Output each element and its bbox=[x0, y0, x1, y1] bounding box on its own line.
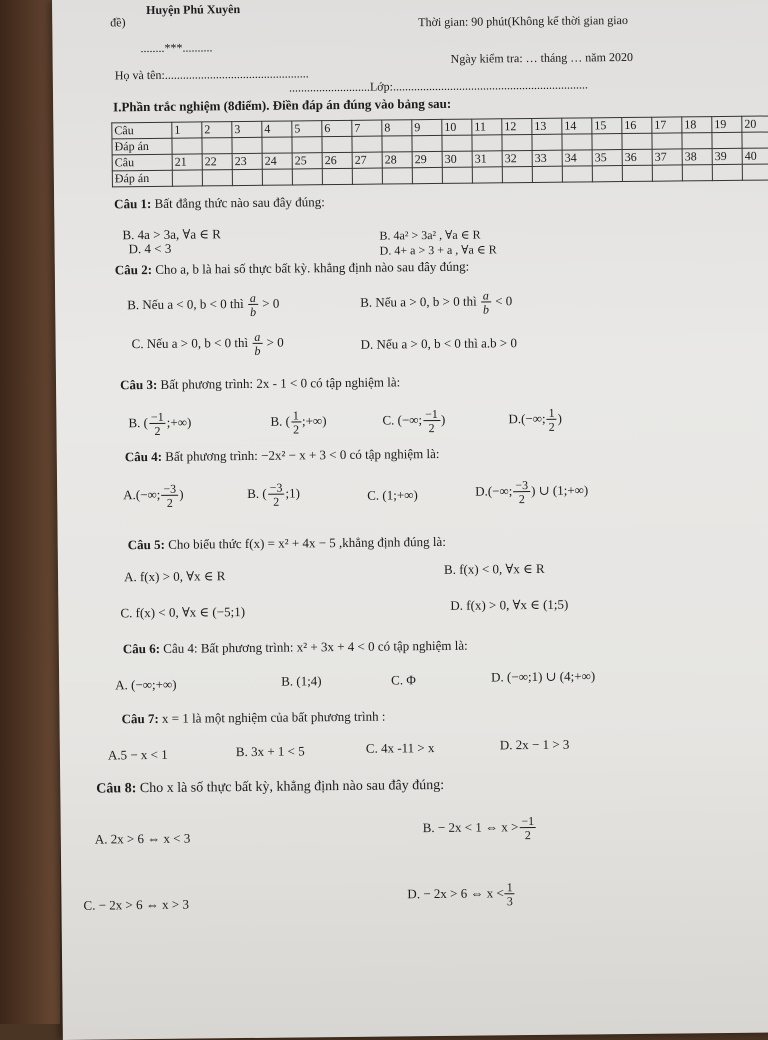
table-cell-label: Câu bbox=[112, 154, 172, 171]
answer-blank[interactable] bbox=[472, 135, 502, 151]
answer-blank[interactable] bbox=[232, 137, 262, 153]
answer-blank[interactable] bbox=[652, 165, 682, 181]
table-cell: 13 bbox=[532, 118, 562, 134]
answer-blank[interactable] bbox=[742, 132, 768, 148]
question-text: Bất phương trình: −2x² − x + 3 < 0 có tập nghiệm là: bbox=[165, 445, 440, 464]
table-cell: 33 bbox=[532, 150, 562, 166]
table-cell: 8 bbox=[382, 120, 412, 136]
q7-option-a: A.5 − x < 1 bbox=[107, 746, 168, 763]
answer-blank[interactable] bbox=[742, 164, 768, 180]
table-cell: 25 bbox=[292, 153, 322, 169]
answer-blank[interactable] bbox=[682, 165, 712, 181]
table-cell: 3 bbox=[232, 121, 262, 137]
table-cell: 10 bbox=[442, 119, 472, 135]
q8-option-a: A. 2x > 6 ⇔ x < 3 bbox=[94, 830, 191, 847]
subject-header-cut bbox=[472, 0, 609, 2]
answer-blank[interactable] bbox=[712, 164, 742, 180]
question-label: Câu 2: bbox=[114, 261, 153, 278]
table-cell: 1 bbox=[172, 122, 202, 138]
question-text: Cho a, b là hai số thực bất kỳ. khẳng định nào sau đây đúng: bbox=[155, 258, 470, 277]
question-label: Câu 8: bbox=[96, 781, 137, 797]
table-cell-label: Đáp án bbox=[112, 138, 172, 155]
table-cell: 30 bbox=[442, 151, 472, 167]
q1-option-b2: B. 4a² > 3a² , ∀a ∈ R bbox=[379, 227, 481, 243]
header-fragment: đề) bbox=[110, 15, 126, 30]
question-text: Cho x là số thực bất kỳ, khẳng định nào sau đây đúng: bbox=[139, 777, 445, 797]
class-line: ...........................Lớp:................................................................. bbox=[288, 77, 589, 95]
table-cell: 32 bbox=[502, 150, 532, 166]
table-cell: 35 bbox=[592, 150, 622, 166]
q5-option-a: A. f(x) > 0, ∀x ∈ R bbox=[123, 568, 226, 585]
answer-blank[interactable] bbox=[352, 168, 382, 184]
answer-blank[interactable] bbox=[172, 138, 202, 154]
question-2 bbox=[115, 259, 470, 279]
answer-blank[interactable] bbox=[412, 167, 442, 183]
answer-blank[interactable] bbox=[622, 133, 652, 149]
table-cell: 27 bbox=[352, 152, 382, 168]
table-cell: 4 bbox=[262, 121, 292, 137]
answer-blank[interactable] bbox=[442, 135, 472, 151]
q4-option-c: C. (1;+∞) bbox=[367, 487, 418, 503]
answer-blank[interactable] bbox=[562, 166, 592, 182]
table-cell: 6 bbox=[322, 120, 352, 136]
answer-blank[interactable] bbox=[472, 167, 502, 183]
question-text: x = 1 là một nghiệm của bất phương trình : bbox=[161, 708, 386, 726]
answer-blank[interactable] bbox=[262, 169, 292, 185]
table-cell: 9 bbox=[412, 119, 442, 135]
answer-blank[interactable] bbox=[322, 168, 352, 184]
question-7 bbox=[121, 709, 385, 728]
q2-option-b2: B. Nếu a > 0, b > 0 thì $\frac{a}{b}$ < 0 bbox=[360, 288, 513, 317]
background-wood-left bbox=[0, 0, 60, 1024]
answer-blank[interactable] bbox=[682, 133, 712, 149]
question-8 bbox=[96, 778, 444, 798]
q5-option-b: B. f(x) < 0, ∀x ∈ R bbox=[443, 560, 545, 577]
q7-option-b: B. 3x + 1 < 5 bbox=[235, 743, 305, 760]
question-1 bbox=[114, 194, 325, 212]
table-cell: 14 bbox=[562, 118, 592, 134]
question-label: Câu 4: bbox=[124, 448, 163, 465]
answer-blank[interactable] bbox=[502, 134, 532, 150]
answer-blank[interactable] bbox=[352, 136, 382, 152]
answer-blank[interactable] bbox=[172, 170, 202, 186]
student-name-line: Họ và tên:................................................ bbox=[114, 66, 309, 83]
table-cell: 37 bbox=[652, 149, 682, 165]
table-cell: 31 bbox=[472, 151, 502, 167]
question-text: Cho biểu thức f(x) = x² + 4x − 5 ,khẳng định đúng là: bbox=[168, 533, 446, 552]
table-cell: 40 bbox=[742, 148, 768, 164]
question-text: Câu 4: Bất phương trình: x² + 3x + 4 < 0 có tập nghiệm là: bbox=[163, 637, 468, 656]
q6-option-b: B. (1;4) bbox=[281, 673, 322, 689]
q7-option-c: C. 4x -11 > x bbox=[365, 740, 435, 756]
question-6 bbox=[123, 638, 468, 658]
table-cell-label: Đáp án bbox=[112, 170, 172, 187]
answer-blank[interactable] bbox=[562, 134, 592, 150]
q4-option-b: B. ( $\frac{-3}{2}$ ;1) bbox=[247, 480, 301, 509]
q3-option-c: C. (−∞; $\frac{-1}{2}$ ) bbox=[382, 406, 446, 436]
table-cell: 20 bbox=[742, 116, 768, 132]
exam-time: Thời gian: 90 phút(Không kể thời gian giao bbox=[418, 12, 628, 30]
question-text: Bất phương trình: 2x - 1 < 0 có tập nghiệm là: bbox=[160, 374, 401, 392]
table-cell: 21 bbox=[172, 154, 202, 170]
q2-option-b: B. Nếu a < 0, b < 0 thì $\frac{a}{b}$ > 0 bbox=[127, 290, 280, 319]
answer-blank[interactable] bbox=[592, 166, 622, 182]
question-label: Câu 5: bbox=[127, 536, 165, 553]
table-cell: 36 bbox=[622, 149, 652, 165]
table-cell: 23 bbox=[232, 153, 262, 169]
q8-option-d: D. − 2x > 6 ⇔ x < $\frac{1}{3}$ bbox=[407, 880, 513, 909]
district-name: Huyện Phú Xuyên bbox=[146, 2, 241, 18]
table-cell: 18 bbox=[682, 117, 712, 133]
exam-paper bbox=[52, 0, 768, 1040]
q3-option-b2: B. ( $\frac{1}{2}$ ;+∞) bbox=[270, 408, 327, 437]
table-cell: 16 bbox=[622, 117, 652, 133]
section-title: I.Phần trắc nghiệm (8điểm). Điền đáp án đúng vào bảng sau: bbox=[113, 95, 452, 115]
table-cell: 5 bbox=[292, 121, 322, 137]
exam-date: Ngày kiểm tra: … tháng … năm 2020 bbox=[450, 49, 633, 66]
answer-blank[interactable] bbox=[382, 168, 412, 184]
q1-option-d2: D. 4+ a > 3 + a , ∀a ∈ R bbox=[379, 242, 497, 258]
q3-option-d: D.(−∞; $\frac{1}{2}$ ) bbox=[508, 405, 563, 434]
q4-option-d: D.(−∞; $\frac{-3}{2}$ ) ∪ (1;+∞) bbox=[475, 478, 589, 507]
question-text: Bất đẳng thức nào sau đây đúng: bbox=[154, 194, 325, 211]
answer-blank[interactable] bbox=[652, 133, 682, 149]
answer-blank[interactable] bbox=[232, 169, 262, 185]
table-cell: 34 bbox=[562, 150, 592, 166]
q2-option-c: C. Nếu a > 0, b < 0 thì $\frac{a}{b}$ > 0 bbox=[131, 329, 284, 358]
q8-option-b: B. − 2x < 1 ⇔ x > $\frac{-1}{2}$ bbox=[422, 813, 535, 843]
answer-blank[interactable] bbox=[382, 136, 412, 152]
table-cell: 19 bbox=[712, 116, 742, 132]
table-cell: 28 bbox=[382, 152, 412, 168]
table-cell: 24 bbox=[262, 153, 292, 169]
q5-option-c: C. f(x) < 0, ∀x ∈ (−5;1) bbox=[120, 604, 246, 621]
answer-blank[interactable] bbox=[502, 166, 532, 182]
q7-option-d: D. 2x − 1 > 3 bbox=[499, 736, 570, 753]
table-cell: 15 bbox=[592, 118, 622, 134]
answer-blank[interactable] bbox=[622, 165, 652, 181]
answer-blank[interactable] bbox=[532, 166, 562, 182]
table-cell: 26 bbox=[322, 152, 352, 168]
answer-blank[interactable] bbox=[322, 136, 352, 152]
answer-blank[interactable] bbox=[412, 135, 442, 151]
question-label: Câu 3: bbox=[119, 376, 158, 393]
q8-option-c: C. − 2x > 6 ⇔ x > 3 bbox=[83, 896, 189, 913]
q1-option-b: B. 4a > 3a, ∀a ∈ R bbox=[122, 226, 221, 243]
answer-blank[interactable] bbox=[592, 134, 622, 150]
table-cell-label: Câu bbox=[112, 122, 172, 139]
q6-option-d: D. (−∞;1) ∪ (4;+∞) bbox=[491, 668, 596, 685]
answer-blank[interactable] bbox=[262, 137, 292, 153]
answer-blank[interactable] bbox=[442, 167, 472, 183]
answer-blank[interactable] bbox=[292, 169, 322, 185]
q2-option-d: D. Nếu a > 0, b < 0 thì a.b > 0 bbox=[360, 335, 518, 352]
table-cell: 12 bbox=[502, 118, 532, 134]
answer-blank[interactable] bbox=[292, 137, 322, 153]
q1-option-d: D. 4 < 3 bbox=[128, 240, 172, 257]
answer-blank[interactable] bbox=[532, 134, 562, 150]
table-cell: 2 bbox=[202, 122, 232, 138]
q5-option-d: D. f(x) > 0, ∀x ∈ (1;5) bbox=[450, 596, 569, 613]
q6-option-a: A. (−∞;+∞) bbox=[115, 676, 177, 693]
q4-option-a: A.(−∞; $\frac{-3}{2}$ ) bbox=[123, 481, 184, 510]
answer-blank[interactable] bbox=[712, 132, 742, 148]
table-cell: 38 bbox=[682, 149, 712, 165]
header-stars: ........***.......... bbox=[140, 40, 213, 56]
table-cell: 29 bbox=[412, 151, 442, 167]
question-label: Câu 6: bbox=[122, 640, 161, 657]
table-cell: 7 bbox=[352, 120, 382, 136]
table-cell: 39 bbox=[712, 148, 742, 164]
answer-blank[interactable] bbox=[202, 170, 232, 186]
q3-option-b: B. ( $\frac{-1}{2}$ ;+∞) bbox=[128, 409, 192, 438]
question-label: Câu 1: bbox=[114, 195, 152, 212]
question-3 bbox=[120, 374, 400, 393]
question-4 bbox=[125, 446, 440, 465]
question-5 bbox=[128, 534, 446, 553]
table-cell: 17 bbox=[652, 117, 682, 133]
table-cell: 11 bbox=[472, 119, 502, 135]
q6-option-c: C. Φ bbox=[391, 672, 416, 688]
answer-table bbox=[111, 115, 768, 187]
question-label: Câu 7: bbox=[121, 710, 159, 727]
table-cell: 22 bbox=[202, 154, 232, 170]
answer-blank[interactable] bbox=[202, 138, 232, 154]
